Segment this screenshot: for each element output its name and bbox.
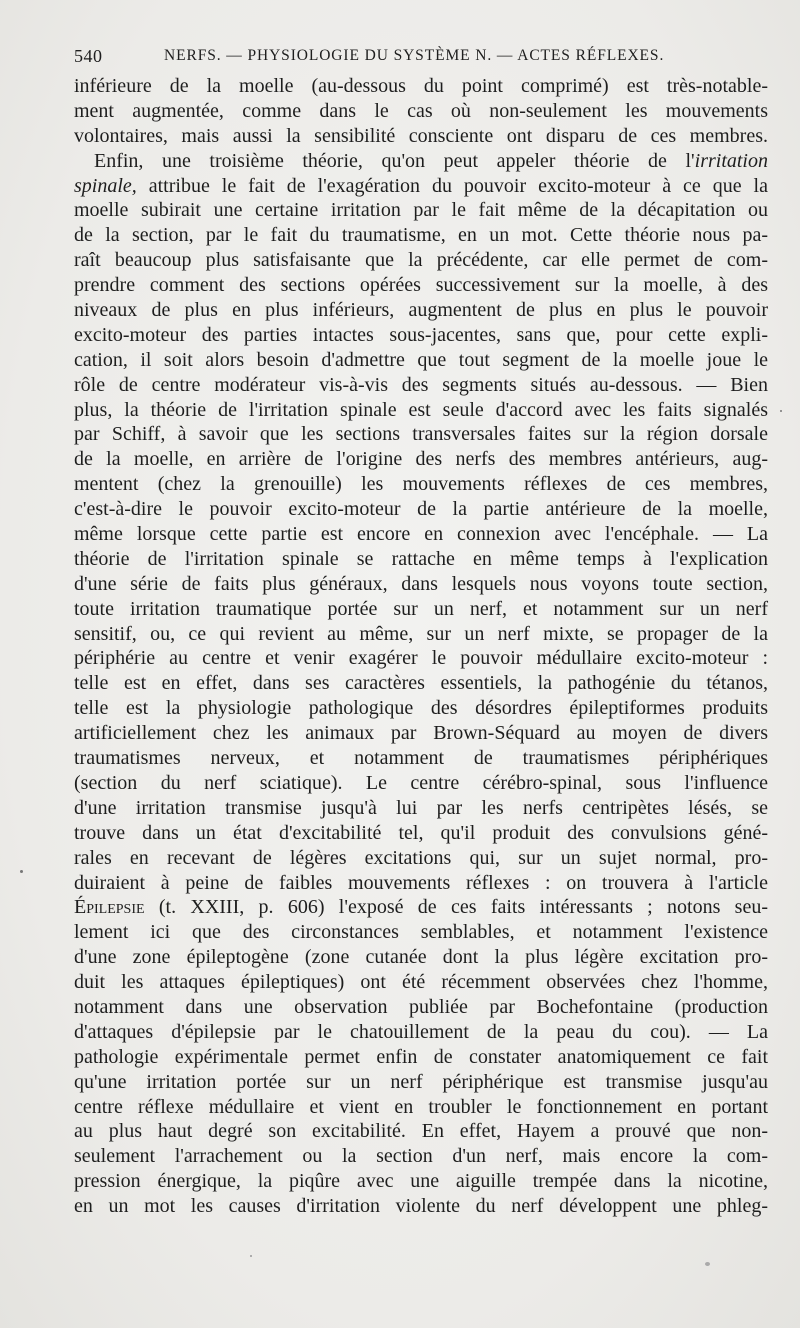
text-line: seulement l'arrachement ou la section d'un nerf, mais encore la com-: [74, 1145, 768, 1168]
text-line: en un mot les causes d'irritation violente du nerf développent une phleg-: [74, 1195, 768, 1218]
text-line: théorie de l'irritation spinale se rattache en même temps à l'explication: [74, 547, 768, 570]
text-line: centre réflexe médullaire et vient en troubler le fonctionnement en portant: [74, 1095, 768, 1118]
text-line: cation, il soit alors besoin d'admettre que tout segment de la moelle joue le: [74, 348, 768, 371]
running-title: NERFS. — PHYSIOLOGIE DU SYSTÈME N. — ACTES RÉFLEXES.: [164, 47, 665, 64]
text-line: telle est en effet, dans ses caractères essentiels, la pathogénie du tétanos,: [74, 672, 768, 695]
text-line: qu'une irritation portée sur un nerf périphérique est transmise jusqu'au: [74, 1070, 768, 1093]
text-segment: attribue le fait de l'exagération du pouvoir excito-moteur à ce que la: [136, 174, 768, 197]
text-line: d'une irritation transmise jusqu'à lui par les nerfs centripètes lésés, se: [74, 796, 768, 819]
text-line: telle est la physiologie pathologique des désordres épileptiformes produits: [74, 697, 768, 720]
text-line: raît beaucoup plus satisfaisante que la précédente, car elle permet de com-: [74, 249, 768, 272]
text-line: toute irritation traumatique portée sur un nerf, et notamment sur un nerf: [74, 597, 768, 620]
text-line: prendre comment des sections opérées successivement sur la moelle, à des: [74, 274, 768, 297]
text-segment: Enfin, une troisième théorie, qu'on peut appeler théorie de l': [94, 149, 695, 172]
text-line: par Schiff, à savoir que les sections transversales faites sur la région dorsale: [74, 423, 768, 446]
text-line: lement ici que des circonstances semblables, et notamment l'existence: [74, 921, 768, 944]
text-line: artificiellement chez les animaux par Brown-Séquard au moyen de divers: [74, 722, 768, 745]
text-line: d'attaques d'épilepsie par le chatouillement de la peau du cou). — La: [74, 1020, 768, 1043]
text-line: c'est-à-dire le pouvoir excito-moteur de la partie antérieure de la moelle,: [74, 498, 768, 521]
text-line: [74, 149, 768, 174]
text-line: de la moelle, en arrière de l'origine des nerfs des membres antérieurs, aug-: [74, 448, 768, 471]
scan-speck: [780, 410, 782, 412]
text-line: trouve dans un état d'excitabilité tel, qu'il produit des convulsions géné-: [74, 821, 768, 844]
text-line: plus, la théorie de l'irritation spinale est seule d'accord avec les faits signalés: [74, 398, 768, 421]
text-line: duiraient à peine de faibles mouvements réflexes : on trouvera à l'article: [74, 871, 768, 894]
text-line: inférieure de la moelle (au-dessous du point comprimé) est très-notable-: [74, 75, 768, 97]
text-line: [74, 174, 768, 199]
text-line: [74, 895, 768, 920]
text-line: ment augmentée, comme dans le cas où non-seulement les mouvements: [74, 99, 768, 122]
body-text: [74, 74, 768, 1219]
text-line: traumatismes nerveux, et notamment de traumatismes périphériques: [74, 747, 768, 770]
page-number: 540: [74, 46, 103, 66]
text-line: moelle subirait une certaine irritation par le fait même de la décapitation ou: [74, 199, 768, 222]
text-line: pression énergique, la piqûre avec une aiguille trempée dans la nicotine,: [74, 1170, 768, 1193]
text-line: mentent (chez la grenouille) les mouvements réflexes de ces membres,: [74, 473, 768, 496]
text-line: rôle de centre modérateur vis-à-vis des segments situés au-dessous. — Bien: [74, 373, 768, 396]
text-line: (section du nerf sciatique). Le centre cérébro-spinal, sous l'influence: [74, 771, 768, 794]
italic-term: irritation: [694, 149, 768, 172]
text-line: notamment dans une observation publiée par Bochefontaine (production: [74, 995, 768, 1018]
text-line: excito-moteur des parties intactes sous-jacentes, sans que, pour cette expli-: [74, 323, 768, 346]
text-line: d'une zone épileptogène (zone cutanée dont la plus légère excitation pro-: [74, 946, 768, 969]
text-line: même lorsque cette partie est encore en connexion avec l'encéphale. — La: [74, 523, 768, 546]
text-line: au plus haut degré son excitabilité. En effet, Hayem a prouvé que non-: [74, 1120, 768, 1143]
text-line: périphérie au centre et venir exagérer le pouvoir médullaire excito-moteur :: [74, 647, 768, 670]
text-line: sensitif, ou, ce qui revient au même, sur un nerf mixte, se propager de la: [74, 622, 768, 645]
text-segment: (t. XXIII, p. 606) l'exposé de ces faits intéressants ; notons seu-: [144, 896, 768, 919]
text-line: rales en recevant de légères excitations qui, sur un sujet normal, pro-: [74, 846, 768, 869]
text-line: niveaux de plus en plus inférieurs, augmentent de plus en plus le pouvoir: [74, 299, 768, 322]
italic-term: spinale,: [74, 174, 137, 197]
text-line: duit les attaques épileptiques) ont été récemment observées chez l'homme,: [74, 971, 768, 994]
text-line: volontaires, mais aussi la sensibilité consciente ont disparu de ces membres.: [74, 124, 768, 147]
text-line: de la section, par le fait du traumatisme, en un mot. Cette théorie nous pa-: [74, 224, 768, 247]
scan-speck: [250, 1255, 252, 1257]
scan-speck: [20, 870, 23, 873]
page-header: [74, 46, 760, 74]
text-line: d'une série de faits plus généraux, dans lesquels nous voyons toute section,: [74, 572, 768, 595]
text-line: pathologie expérimentale permet enfin de constater anatomiquement ce fait: [74, 1045, 768, 1068]
scan-speck: [705, 1262, 710, 1266]
small-caps-term: Épilepsie: [74, 896, 145, 919]
